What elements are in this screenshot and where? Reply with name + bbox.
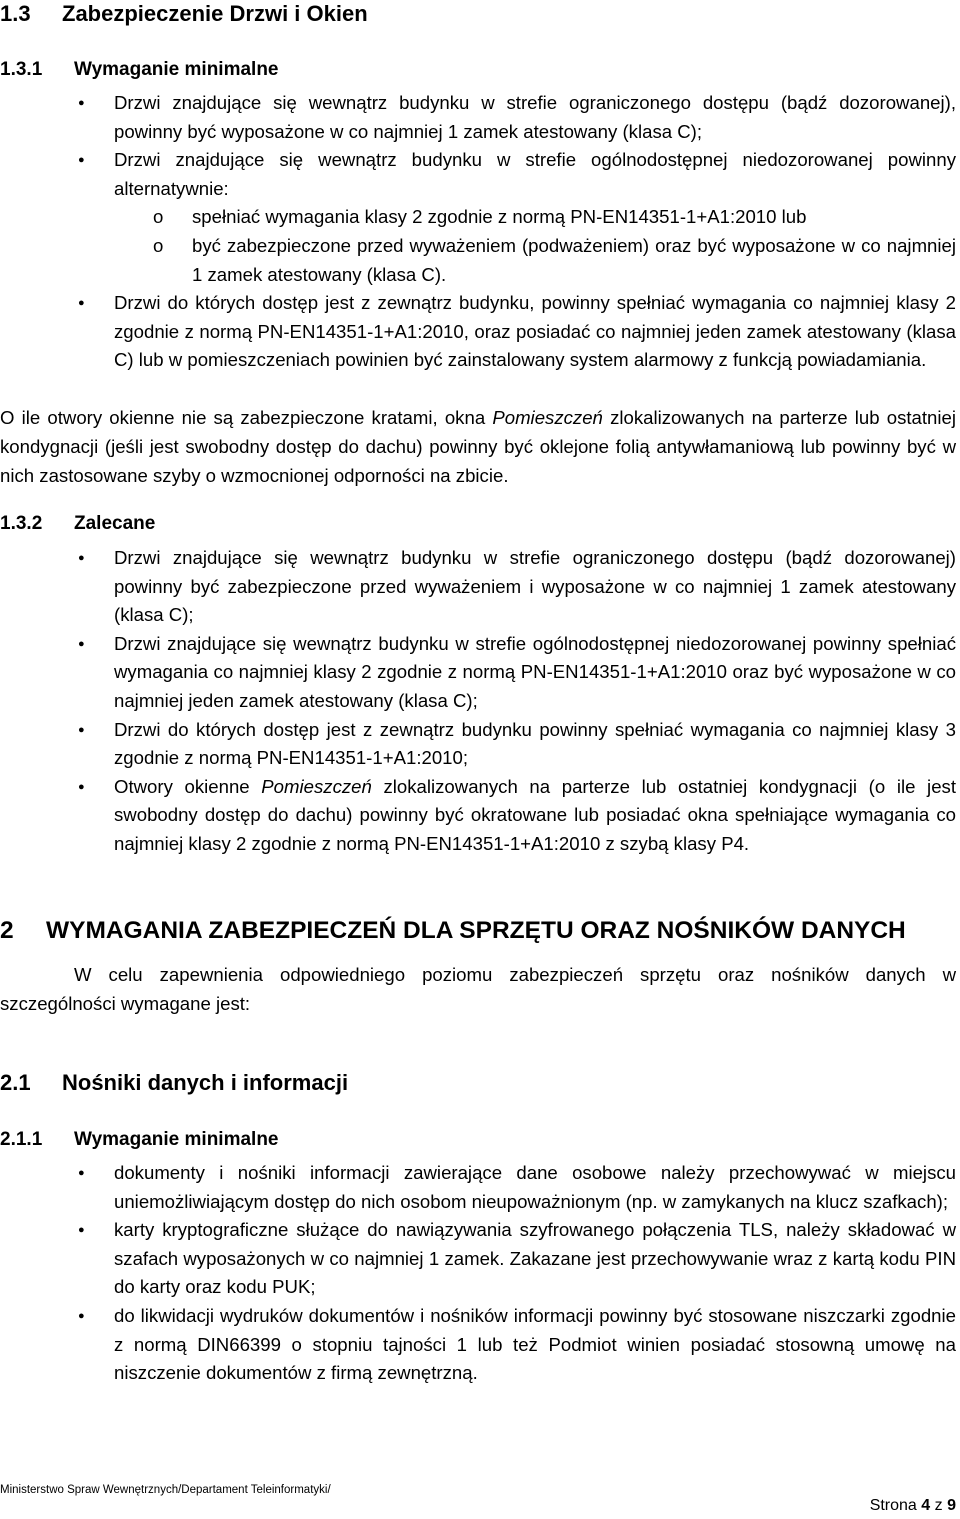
heading-title: Wymaganie minimalne bbox=[74, 1129, 279, 1150]
paragraph-intro-2: W celu zapewnienia odpowiedniego poziomu zabezpieczeń sprzętu oraz nośników danych w szczególności wymagane jest: bbox=[0, 964, 956, 1014]
list-item: ● Drzwi do których dostęp jest z zewnątrz budynku, powinny spełniać wymagania co najmniej klasy 2 zgodnie z normą PN-EN14351-1+A1:2010, oraz posiadać co najmniej jeden zamek atestowany (klasa C) lub w pomieszczeniach powinien być zainstalowany system alarmowy z funkcją powiadamiania. bbox=[0, 289, 960, 375]
heading-1-3-2 bbox=[0, 510, 155, 538]
list-item: ● Drzwi znajdujące się wewnątrz budynku w strefie ogólnodostępnej niedozorowanej powinny spełniać wymagania co najmniej klasy 2 zgodnie z normą PN-EN14351-1+A1:2010 oraz być wyposażone w co najmniej jeden zamek atestowany (klasa C); bbox=[0, 630, 960, 716]
heading-title: Wymaganie minimalne bbox=[74, 59, 279, 80]
list-item-text: Otwory okienne bbox=[114, 775, 262, 797]
list-item bbox=[0, 773, 960, 859]
bullet-list-1-3-2 bbox=[0, 544, 960, 859]
heading-number: 1.3.2 bbox=[0, 513, 43, 534]
page-current: 4 bbox=[921, 1497, 931, 1514]
heading-title: WYMAGANIA ZABEZPIECZEŃ DLA SPRZĘTU ORAZ NOŚNIKÓW DANYCH bbox=[46, 917, 906, 944]
heading-2-1 bbox=[0, 1069, 348, 1097]
list-item-italic: Pomieszczeń bbox=[261, 775, 372, 797]
heading-number: 2.1 bbox=[0, 1070, 31, 1095]
paragraph-text: zlokalizowanych na parterze lub ostatniej kondygnacji (jeśli jest swobodny dostęp do dachu) powinny być oklejone folią antywłamaniową lub powinny być w nich zastosowane szyby o wzmocnionej odporności na zbicie. bbox=[0, 407, 957, 486]
sub-list bbox=[114, 203, 956, 289]
page-separator: z bbox=[934, 1497, 943, 1514]
sub-list-item: o spełniać wymagania klasy 2 zgodnie z normą PN-EN14351-1+A1:2010 lub bbox=[114, 203, 956, 232]
list-item: ● Drzwi znajdujące się wewnątrz budynku w strefie ograniczonego dostępu (bądź dozorowanej), powinny być wyposażone w co najmniej 1 zamek atestowany (klasa C); bbox=[0, 89, 960, 146]
heading-2-1-1 bbox=[0, 1126, 279, 1154]
heading-title: Zabezpieczenie Drzwi i Okien bbox=[62, 1, 368, 26]
heading-title: Nośniki danych i informacji bbox=[62, 1070, 349, 1095]
heading-number: 2 bbox=[0, 917, 14, 944]
list-item: ● do likwidacji wydruków dokumentów i nośników informacji powinny być stosowane niszczarki zgodnie z normą DIN66399 o stopniu tajności 1 lub też Podmiot winien posiadać stosowną umowę na niszczenie dokumentów z firmą zewnętrzną. bbox=[0, 1302, 960, 1388]
paragraph-italic: Pomieszczeń bbox=[492, 407, 603, 428]
footer-page-number bbox=[870, 1497, 956, 1515]
list-item-text: zlokalizowanych na parterze lub ostatniej kondygnacji (o ile jest swobodny dostęp do dachu) powinny być okratowane lub posiadać okna spełniające wymagania co najmniej klasy 2 zgodnie z normą PN-EN14351-1+A1:2010 z szybą klasy P4. bbox=[114, 775, 956, 854]
list-item: ● Drzwi do których dostęp jest z zewnątrz budynku powinny spełniać wymagania co najmniej klasy 3 zgodnie z normą PN-EN14351-1+A1:2010; bbox=[0, 716, 960, 773]
list-item: ● Drzwi znajdujące się wewnątrz budynku w strefie ograniczonego dostępu (bądź dozorowanej) powinny być zabezpieczone przed wyważeniem i wyposażone w co najmniej 1 zamek atestowany (klasa C); bbox=[0, 544, 960, 630]
bullet-list-2-1-1 bbox=[0, 1159, 960, 1388]
heading-number: 1.3 bbox=[0, 1, 31, 26]
sub-list-item: o być zabezpieczone przed wyważeniem (podważeniem) oraz być wyposażone w co najmniej 1 zamek atestowany (klasa C). bbox=[114, 232, 956, 289]
heading-title: Zalecane bbox=[74, 513, 156, 534]
heading-2 bbox=[0, 915, 906, 947]
paragraph-text: O ile otwory okienne nie są zabezpieczone kratami, okna bbox=[0, 407, 493, 428]
footer-organization: Ministerstwo Spraw Wewnętrznych/Departament Teleinformatyki/ bbox=[0, 1484, 331, 1496]
heading-number: 1.3.1 bbox=[0, 59, 43, 80]
heading-1-3-1 bbox=[0, 56, 279, 84]
paragraph-windows bbox=[0, 403, 956, 490]
page-total: 9 bbox=[947, 1497, 956, 1514]
list-item bbox=[0, 146, 960, 289]
page-label: Strona bbox=[869, 1497, 917, 1514]
heading-number: 2.1.1 bbox=[0, 1129, 43, 1150]
list-item-text: Drzwi znajdujące się wewnątrz budynku w strefie ogólnodostępnej niedozorowanej powinny alternatywnie: bbox=[114, 149, 956, 199]
list-item: ● karty kryptograficzne służące do nawiązywania szyfrowanego połączenia TLS, należy składować w szafach wyposażonych w co najmniej 1 zamek. Zakazane jest przechowywanie wraz z kartą kodu PIN do karty oraz kodu PUK; bbox=[0, 1216, 960, 1302]
list-item: ● dokumenty i nośniki informacji zawierające dane osobowe należy przechowywać w miejscu uniemożliwiającym dostęp do nich osobom nieupoważnionym (np. w zamykanych na klucz szafkach); bbox=[0, 1159, 960, 1216]
bullet-list-1-3-1 bbox=[0, 89, 960, 375]
heading-1-3 bbox=[0, 0, 368, 28]
